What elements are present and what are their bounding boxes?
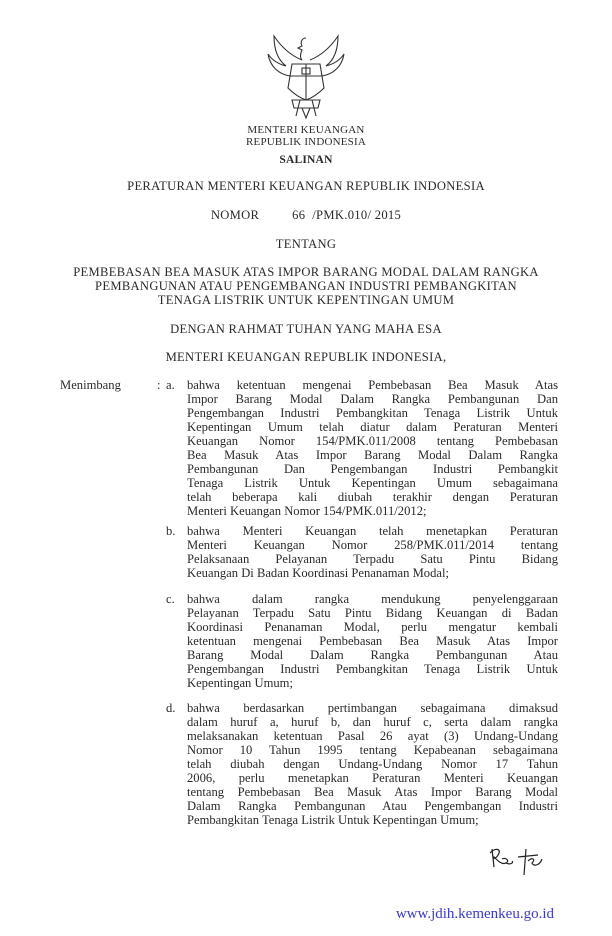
- item-body: [187, 524, 558, 580]
- item-body: [187, 701, 558, 827]
- item-line: Menteri Keuangan Nomor 258/PMK.011/2014 tentang: [187, 538, 558, 552]
- item-line: bahwa dalam rangka mendukung penyelenggaraan: [187, 592, 558, 606]
- considering-colon: :: [157, 378, 161, 392]
- item-letter: b.: [166, 524, 176, 538]
- item-line: telah beberapa kali diubah terakhir dengan Peraturan: [187, 490, 558, 504]
- garuda-emblem-icon: [262, 30, 350, 120]
- institution-line-1: MENTERI KEUANGAN: [247, 124, 365, 136]
- item-line: Dalam Rangka Pembangunan Atau Pengembangan Industri: [187, 799, 558, 813]
- item-line: Tenaga Listrik Untuk Kepentingan Umum sebagaimana: [187, 476, 558, 490]
- regulation-number: [0, 208, 612, 223]
- item-line: Pelayanan Terpadu Satu Pintu Bidang Keuangan di Badan: [187, 606, 558, 620]
- item-line: Pengembangan Industri Pembangkitan Tenaga Listrik Untuk: [187, 406, 558, 420]
- number-value: 66 /PMK.010/ 2015: [292, 208, 402, 222]
- institution-line-2: REPUBLIK INDONESIA: [245, 136, 366, 148]
- issuer-line: MENTERI KEUANGAN REPUBLIK INDONESIA,: [165, 350, 447, 364]
- item-line: Pembangunan Dan Pengembangan Industri Pembangkit: [187, 462, 558, 476]
- item-body: [187, 378, 558, 518]
- item-line: Pelaksanaan Pelayanan Terpadu Satu Pintu Bidang: [187, 552, 558, 566]
- item-line: melaksanakan ketentuan Pasal 26 ayat (3) Undang-Undang: [187, 729, 558, 743]
- item-line: telah diubah dengan Undang-Undang Nomor 17 Tahun: [187, 757, 558, 771]
- item-line: Bea Masuk Atas Impor Barang Modal Dalam Rangka: [187, 448, 558, 462]
- item-line: Impor Barang Modal Dalam Rangka Pembangunan Dan: [187, 392, 558, 406]
- item-line: bahwa ketentuan mengenai Pembebasan Bea Masuk Atas: [187, 378, 558, 392]
- item-line: 2006, perlu menetapkan Peraturan Menteri Keuangan: [187, 771, 558, 785]
- item-line: Menteri Keuangan Nomor 154/PMK.011/2012;: [187, 504, 427, 518]
- item-line: Kepentingan Umum telah diatur dalam Peraturan Menteri: [187, 420, 558, 434]
- considering-item-c: [162, 592, 558, 690]
- item-line: Barang Modal Dalam Rangka Pembangunan Atau: [187, 648, 558, 662]
- considering-item-b: [162, 524, 558, 580]
- item-line: Pembangkitan Tenaga Listrik Untuk Kepentingan Umum;: [187, 813, 479, 827]
- considering-item-d: [162, 701, 558, 827]
- subject-line-1: PEMBEBASAN BEA MASUK ATAS IMPOR BARANG MODAL DALAM RANGKA: [73, 265, 539, 279]
- subject-line-2: PEMBANGUNAN ATAU PENGEMBANGAN INDUSTRI PEMBANGKITAN: [95, 279, 517, 293]
- subject-line-3: TENAGA LISTRIK UNTUK KEPENTINGAN UMUM: [157, 293, 455, 307]
- jdih-website-link[interactable]: www.jdih.kemenkeu.go.id: [395, 906, 554, 922]
- item-line: ketentuan mengenai Pembebasan Bea Masuk Atas Impor: [187, 634, 558, 648]
- item-body: [187, 592, 558, 690]
- initials-signature-icon: [488, 843, 544, 877]
- regulation-title: PERATURAN MENTERI KEUANGAN REPUBLIK INDONESIA: [127, 179, 485, 193]
- about-label: TENTANG: [275, 237, 337, 251]
- number-label: NOMOR: [210, 208, 260, 222]
- considering-label: Menimbang: [60, 378, 121, 392]
- item-line: Pengembangan Industri Pembangkitan Tenaga Listrik Untuk: [187, 662, 558, 676]
- item-line: bahwa berdasarkan pertimbangan sebagaimana dimaksud: [187, 701, 558, 715]
- item-line: Koordinasi Penanaman Modal, perlu mengatur kembali: [187, 620, 558, 634]
- item-line: Keuangan Nomor 154/PMK.011/2008 tentang Pembebasan: [187, 434, 558, 448]
- item-letter: c.: [166, 592, 175, 606]
- item-letter: d.: [166, 701, 176, 715]
- item-line: tentang Pembebasan Bea Masuk Atas Impor Barang Modal: [187, 785, 558, 799]
- item-line: dalam huruf a, huruf b, dan huruf c, serta dalam rangka: [187, 715, 558, 729]
- item-line: Keuangan Di Badan Koordinasi Penanaman Modal;: [187, 566, 449, 580]
- item-line: Nomor 10 Tahun 1995 tentang Kepabeanan sebagaimana: [187, 743, 558, 757]
- item-line: Kepentingan Umum;: [187, 676, 293, 690]
- considering-item-a: [162, 378, 558, 518]
- salinan-stamp: SALINAN: [279, 154, 333, 166]
- item-letter: a.: [166, 378, 175, 392]
- grace-statement: DENGAN RAHMAT TUHAN YANG MAHA ESA: [170, 322, 442, 336]
- item-line: bahwa Menteri Keuangan telah menetapkan Peraturan: [187, 524, 558, 538]
